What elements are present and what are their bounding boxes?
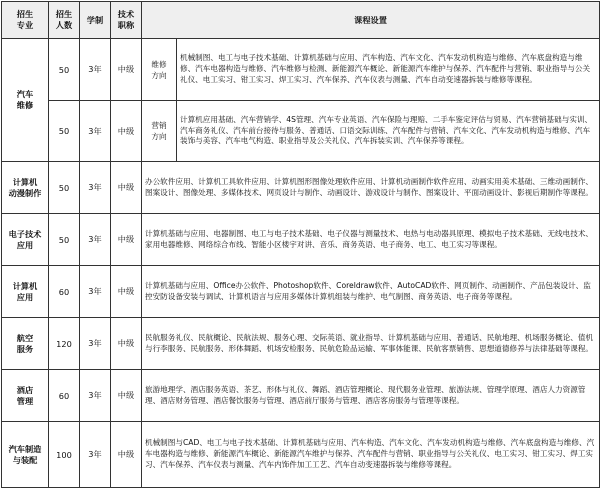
table-row xyxy=(2,101,600,162)
level-cell: 中级 xyxy=(111,214,142,266)
courses-cell: 机械制图与CAD、电工与电子技术基础、计算机基础与应用、汽车构造、汽车文化、汽车发动机构造与维修、汽车底盘构造与维修、汽车电器构造与维修、新能源汽车概论、新能源汽车维护与保养、汽车配件与营销、职业指导与公关礼仪、电工实习、钳工实习、焊工实习、汽车保养、汽车仪表与测量、汽车内饰件加工工艺、汽车自动变速器拆装与维修等课程。 xyxy=(142,422,600,488)
major-cell: 汽车 维修 xyxy=(2,39,49,162)
table-row xyxy=(2,266,600,318)
table-row xyxy=(2,39,600,101)
header-major: 招生 专业 xyxy=(2,2,49,39)
table-row xyxy=(2,162,600,214)
level-cell: 中级 xyxy=(111,422,142,488)
level-cell: 中级 xyxy=(111,39,142,101)
courses-cell: 计算机基础与应用、电器制图、电工与电子技术基础、电子仪器与测量技术、电热与电动器具原理、模拟电子技术基础、无线电技术、家用电器维修、网络综合布线、智能小区楼宇对讲、音乐、商务英语、电子商务、电工、电工实习等课程。 xyxy=(142,214,600,266)
duration-cell: 3年 xyxy=(80,318,111,370)
header-enrollment: 招生 人数 xyxy=(49,2,80,39)
major-cell: 计算机 动漫制作 xyxy=(2,162,49,214)
major-cell: 电子技术 应用 xyxy=(2,214,49,266)
duration-cell: 3年 xyxy=(80,370,111,422)
courses-cell: 民航服务礼仪、民航概论、民航法规、服务心理、交际英语、就业指导、计算机基础与应用、普通话、民航地理、机场服务概论、值机与行李服务、民航服务、形体舞蹈、机场安检服务、民航危险品运输、军事体能课、民航客票销售、思想道德修养与法律基础等课程。 xyxy=(142,318,600,370)
major-cell: 航空 服务 xyxy=(2,318,49,370)
enrollment-cell: 50 xyxy=(49,101,80,162)
level-cell: 中级 xyxy=(111,370,142,422)
enrollment-cell: 120 xyxy=(49,318,80,370)
curriculum-table xyxy=(1,1,600,488)
enrollment-cell: 50 xyxy=(49,162,80,214)
enrollment-cell: 50 xyxy=(49,214,80,266)
duration-cell: 3年 xyxy=(80,422,111,488)
duration-cell: 3年 xyxy=(80,214,111,266)
table-row xyxy=(2,214,600,266)
duration-cell: 3年 xyxy=(80,266,111,318)
duration-cell: 3年 xyxy=(80,39,111,101)
courses-cell: 计算机基础与应用、Office办公软件、Photoshop软件、Coreldraw软件、AutoCAD软件、网页制作、动画制作、产品包装设计、监控安防设备安装与调试、计算机语言与应用多媒体计算机组装与维护、电气制图、商务英语、电子商务等课程。 xyxy=(142,266,600,318)
level-cell: 中级 xyxy=(111,318,142,370)
enrollment-cell: 50 xyxy=(49,39,80,101)
level-cell: 中级 xyxy=(111,266,142,318)
direction-cell: 维修 方向 xyxy=(142,39,177,101)
table-row xyxy=(2,422,600,488)
enrollment-cell: 100 xyxy=(49,422,80,488)
header-title: 技术 职称 xyxy=(111,2,142,39)
courses-cell: 办公软件应用、计算机工具软件应用、计算机图形图像处理软件应用、计算机动画制作软件应用、动画实用美术基础、三维动画制作、图案设计、图像处理、多媒体技术、网页设计与制作、动画设计、游戏设计与制作、图案设计、平面动画设计、影视后期制作等课程。 xyxy=(142,162,600,214)
direction-cell: 营销 方向 xyxy=(142,101,177,162)
level-cell: 中级 xyxy=(111,162,142,214)
courses-cell: 计算机应用基础、汽车营销学、4S管理、汽车专业英语、汽车保险与理赔、二手车鉴定评估与贸易、汽车营销基础与实训、汽车商务礼仪、汽车前台接待与服务、普通话、口语交际训练、汽车配件与营销、汽车文化、汽车发动机构造与维修、汽车装饰与美容、汽车电气构造、职业指导及公关礼仪、汽车拆装实训、汽车保养等课程。 xyxy=(177,101,600,162)
level-cell: 中级 xyxy=(111,101,142,162)
major-cell: 计算机 应用 xyxy=(2,266,49,318)
duration-cell: 3年 xyxy=(80,101,111,162)
major-cell: 酒店 管理 xyxy=(2,370,49,422)
header-courses: 课程设置 xyxy=(142,2,600,39)
enrollment-cell: 60 xyxy=(49,266,80,318)
header-row xyxy=(2,2,600,39)
table-row xyxy=(2,370,600,422)
enrollment-cell: 60 xyxy=(49,370,80,422)
duration-cell: 3年 xyxy=(80,162,111,214)
major-cell: 汽车制造 与装配 xyxy=(2,422,49,488)
courses-cell: 机械制图、电工与电子技术基础、计算机基础与应用、汽车构造、汽车文化、汽车发动机构造与维修、汽车底盘构造与维修、汽车电器构造与维修、汽车维修与检测、新能源汽车概论、新能源汽车维护与保养、汽车配件与营销、职业指导与公关礼仪、电工实习、钳工实习、焊工实习、汽车保养、汽车仪表与测量、汽车自动变速器拆装与维修等课程。 xyxy=(177,39,600,101)
courses-cell: 旅游地理学、酒店服务英语、茶艺、形体与礼仪、舞蹈、酒店管理概论、现代服务业管理、旅游法规、管理学原理、酒店人力资源管理、酒店财务管理、酒店餐饮服务与管理、酒店前厅服务与管理、酒店客房服务与管理等课程。 xyxy=(142,370,600,422)
header-duration: 学制 xyxy=(80,2,111,39)
table-row xyxy=(2,318,600,370)
